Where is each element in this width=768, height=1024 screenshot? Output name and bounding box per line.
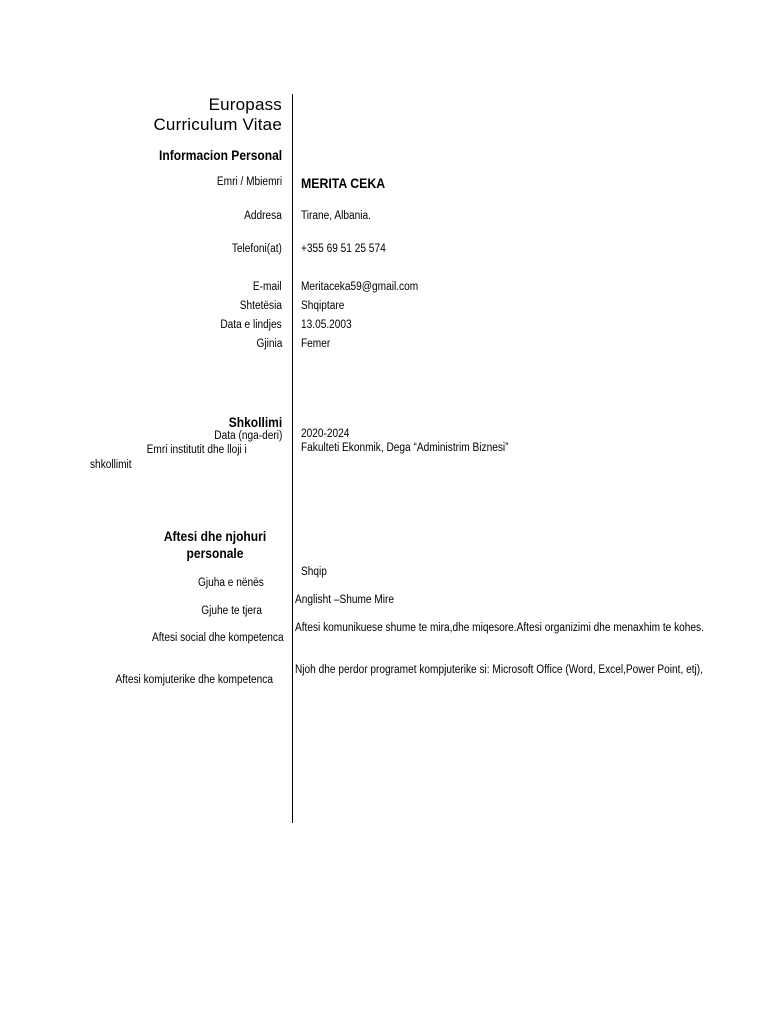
social-skills-label: Aftesi social dhe kompetenca — [152, 632, 284, 644]
computer-skills-value: Njoh dhe perdor programet kompjuterike si: Microsoft Office (Word, Excel,Power Point, etj), — [295, 664, 703, 676]
computer-skills-label: Aftesi komjuterike dhe kompetenca — [115, 674, 273, 686]
mother-tongue-label: Gjuha e nënës — [198, 577, 264, 589]
skills-heading-line2: personale — [186, 545, 244, 561]
nationality-label: Shtetësia — [239, 300, 282, 312]
education-dates-value: 2020-2024 — [301, 428, 350, 440]
institution-label-line2: shkollimit — [90, 459, 132, 471]
address-value: Tirane, Albania. — [301, 210, 371, 222]
gender-label: Gjinia — [256, 338, 282, 350]
nationality-value: Shqiptare — [301, 300, 345, 312]
address-label: Addresa — [244, 210, 282, 222]
skills-heading-line1: Aftesi dhe njohuri — [163, 528, 267, 544]
phone-value: +355 69 51 25 574 — [301, 243, 386, 255]
mother-tongue-value: Shqip — [301, 566, 327, 578]
gender-value: Femer — [301, 338, 331, 350]
email-value: Meritaceka59@gmail.com — [301, 281, 419, 293]
column-divider — [292, 94, 293, 823]
name-label: Emri / Mbiemri — [216, 176, 282, 188]
cv-title-line2: Curriculum Vitae — [153, 115, 282, 134]
personal-info-heading: Informacion Personal — [158, 147, 282, 163]
institution-label-line1: Emri institutit dhe lloji i — [146, 444, 247, 456]
education-heading: Shkollimi — [228, 414, 282, 430]
institution-value: Fakulteti Ekonmik, Dega “Administrim Biznesi” — [301, 442, 509, 454]
other-languages-value: Anglisht –Shume Mire — [295, 594, 394, 606]
email-label: E-mail — [253, 281, 282, 293]
birthdate-label: Data e lindjes — [220, 319, 282, 331]
cv-title-line1: Europass — [208, 95, 282, 114]
education-dates-label: Data (nga-deri) — [213, 430, 282, 442]
birthdate-value: 13.05.2003 — [301, 319, 352, 331]
phone-label: Telefoni(at) — [231, 243, 282, 255]
name-value: MERITA CEKA — [301, 175, 386, 191]
other-languages-label: Gjuhe te tjera — [201, 605, 262, 617]
social-skills-value: Aftesi komunikuese shume te mira,dhe miqesore.Aftesi organizimi dhe menaxhim te kohes. — [295, 622, 704, 634]
